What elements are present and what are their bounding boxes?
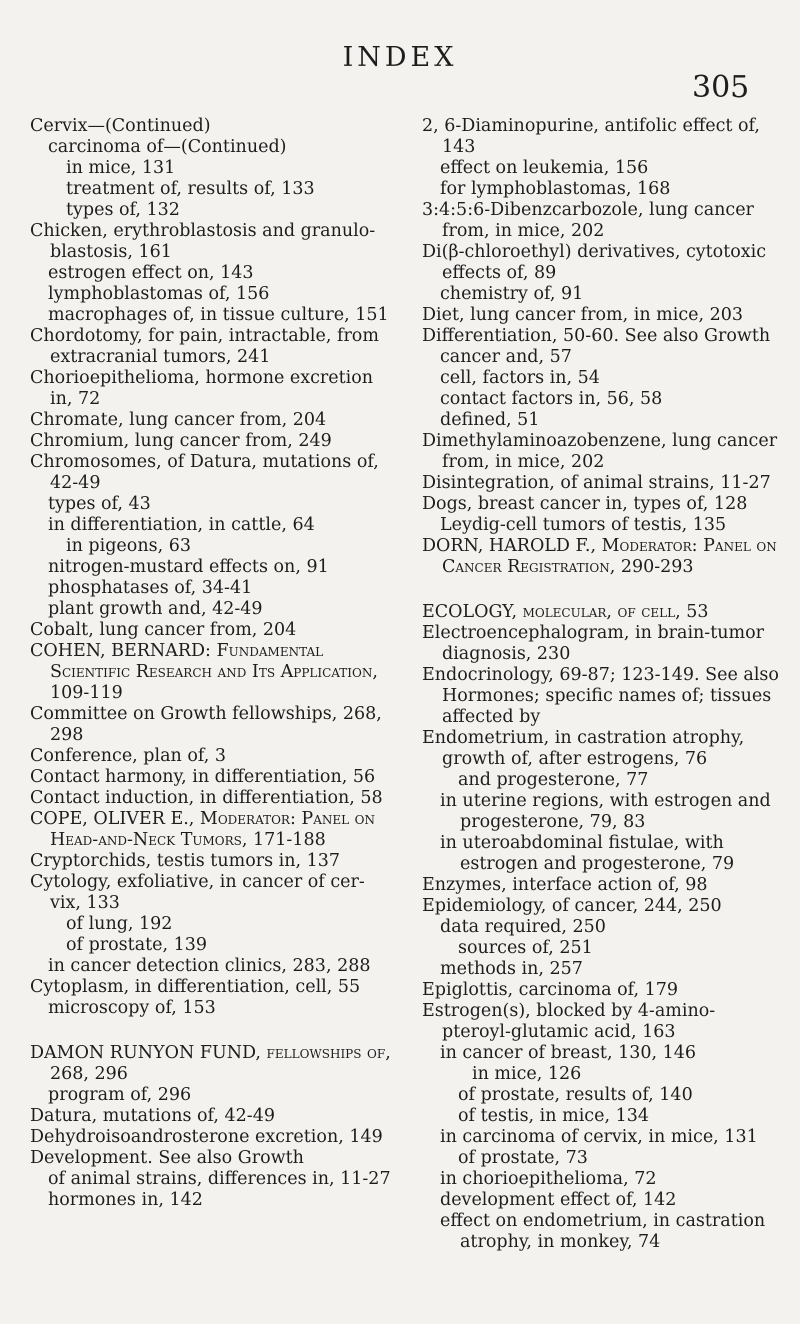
index-entry: of prostate, 73 — [458, 1148, 588, 1168]
index-entry: Cobalt, lung cancer from, 204 — [30, 620, 297, 640]
index-entry: Diet, lung cancer from, in mice, 203 — [422, 305, 744, 325]
index-entry: Endometrium, in castration atrophy, growth of, after estrogens, 76 — [422, 728, 745, 769]
index-entry: COPE, OLIVER E., Moderator: Panel on Head-and-Neck Tumors, 171-188 — [30, 809, 375, 850]
index-entry: Cryptorchids, testis tumors in, 137 — [30, 851, 341, 871]
page-header — [0, 0, 800, 110]
index-entry: of animal strains, differences in, 11-27 — [48, 1169, 391, 1189]
index-entry: lymphoblastomas of, 156 — [48, 284, 270, 304]
index-entry: cancer and, 57 — [440, 347, 572, 367]
index-entry: Leydig-cell tumors of testis, 135 — [440, 515, 727, 535]
index-entry: Cytoplasm, in differentiation, cell, 55 — [30, 977, 361, 997]
index-entry: Chromosomes, of Datura, mutations of, 42-49 — [30, 452, 379, 493]
index-entry: of testis, in mice, 134 — [458, 1106, 649, 1126]
index-entry: types of, 132 — [66, 200, 180, 220]
index-entry: phosphatases of, 34-41 — [48, 578, 253, 598]
index-entry: Di(β-chloroethyl) derivatives, cytotoxic effects of, 89 — [422, 242, 767, 283]
index-entry: in pigeons, 63 — [66, 536, 191, 556]
index-entry: in uteroabdominal fistulae, with estrogen and progesterone, 79 — [440, 833, 735, 874]
index-entry: estrogen effect on, 143 — [48, 263, 254, 283]
index-entry: in chorioepithelioma, 72 — [440, 1169, 657, 1189]
index-entry: Estrogen(s), blocked by 4-amino-pteroyl-glutamic acid, 163 — [422, 1001, 716, 1042]
index-entry: in mice, 131 — [66, 158, 176, 178]
index-entry: Epiglottis, carcinoma of, 179 — [422, 980, 678, 1000]
index-entry: Committee on Growth fellowships, 268, 298 — [30, 704, 382, 745]
index-entry: Endocrinology, 69-87; 123-149. See also Hormones; specific names of; tissues affected by — [422, 665, 779, 727]
index-entry: chemistry of, 91 — [440, 284, 584, 304]
index-entry: effect on endometrium, in castration atrophy, in monkey, 74 — [440, 1211, 766, 1252]
index-entry: macrophages of, in tissue culture, 151 — [48, 305, 389, 325]
index-entry: Disintegration, of animal strains, 11-27 — [422, 473, 771, 493]
page-number: 305 — [692, 70, 750, 105]
index-entry: hormones in, 142 — [48, 1190, 203, 1210]
index-entry: Dogs, breast cancer in, types of, 128 — [422, 494, 748, 514]
index-entry: methods in, 257 — [440, 959, 583, 979]
index-entry: in cancer detection clinics, 283, 288 — [48, 956, 371, 976]
index-entry: Differentiation, 50-60. See also Growth — [422, 326, 771, 346]
index-entry: 3:4:5:6-Dibenzcarbozole, lung cancer from, in mice, 202 — [422, 200, 754, 241]
index-entry: DORN, HAROLD F., Moderator: Panel on Cancer Registration, 290-293 — [422, 536, 777, 577]
index-entry: Datura, mutations of, 42-49 — [30, 1106, 275, 1126]
index-entry: types of, 43 — [48, 494, 151, 514]
index-entry: data required, 250 — [440, 917, 606, 937]
index-entry: Dimethylaminoazobenzene, lung cancer from, in mice, 202 — [422, 431, 778, 472]
index-entry: 2, 6-Diaminopurine, antifolic effect of, 143 — [422, 116, 760, 157]
index-entry: development effect of, 142 — [440, 1190, 677, 1210]
index-column-right — [422, 116, 784, 1253]
index-column-left — [30, 116, 392, 1211]
index-entry: microscopy of, 153 — [48, 998, 216, 1018]
running-title: INDEX — [342, 42, 458, 73]
index-entry: cell, factors in, 54 — [440, 368, 600, 388]
index-entry: Cervix—(Continued) — [30, 116, 211, 136]
index-entry: and progesterone, 77 — [458, 770, 649, 790]
index-entry: for lymphoblastomas, 168 — [440, 179, 671, 199]
index-entry: in mice, 126 — [472, 1064, 582, 1084]
index-entry: in carcinoma of cervix, in mice, 131 — [440, 1127, 758, 1147]
index-entry: Conference, plan of, 3 — [30, 746, 227, 766]
index-entry: Chorioepithelioma, hormone excretion in, 72 — [30, 368, 374, 409]
index-entry: Electroencephalogram, in brain-tumor diagnosis, 230 — [422, 623, 765, 664]
index-entry: Chicken, erythroblastosis and granulo-blastosis, 161 — [30, 221, 376, 262]
index-entry: of prostate, 139 — [66, 935, 208, 955]
index-entry: program of, 296 — [48, 1085, 192, 1105]
index-entry: ECOLOGY, molecular, of cell, 53 — [422, 602, 709, 622]
index-entry: in uterine regions, with estrogen and progesterone, 79, 83 — [440, 791, 771, 832]
index-entry: in differentiation, in cattle, 64 — [48, 515, 315, 535]
index-entry: sources of, 251 — [458, 938, 593, 958]
index-entry: carcinoma of—(Continued) — [48, 137, 287, 157]
index-entry: Chordotomy, for pain, intractable, from extracranial tumors, 241 — [30, 326, 379, 367]
index-entry: Cytology, exfoliative, in cancer of cer-vix, 133 — [30, 872, 365, 913]
index-entry: of prostate, results of, 140 — [458, 1085, 693, 1105]
index-entry: plant growth and, 42-49 — [48, 599, 263, 619]
index-entry: in cancer of breast, 130, 146 — [440, 1043, 697, 1063]
index-entry: nitrogen-mustard effects on, 91 — [48, 557, 329, 577]
index-entry: Contact harmony, in differentiation, 56 — [30, 767, 376, 787]
index-entry: treatment of, results of, 133 — [66, 179, 315, 199]
index-entry: defined, 51 — [440, 410, 540, 430]
index-entry: Development. See also Growth — [30, 1148, 304, 1168]
index-entry: DAMON RUNYON FUND, fellowships of, 268, 296 — [30, 1043, 391, 1084]
index-entry: Chromate, lung cancer from, 204 — [30, 410, 327, 430]
index-entry: of lung, 192 — [66, 914, 173, 934]
index-entry: Chromium, lung cancer from, 249 — [30, 431, 332, 451]
index-entry: Contact induction, in differentiation, 58 — [30, 788, 383, 808]
index-entry: COHEN, BERNARD: Fundamental Scientific Research and Its Application, 109-119 — [30, 641, 378, 703]
index-entry: Dehydroisoandrosterone excretion, 149 — [30, 1127, 383, 1147]
index-entry: effect on leukemia, 156 — [440, 158, 649, 178]
index-entry: Enzymes, interface action of, 98 — [422, 875, 708, 895]
index-entry: Epidemiology, of cancer, 244, 250 — [422, 896, 722, 916]
index-entry: contact factors in, 56, 58 — [440, 389, 663, 409]
